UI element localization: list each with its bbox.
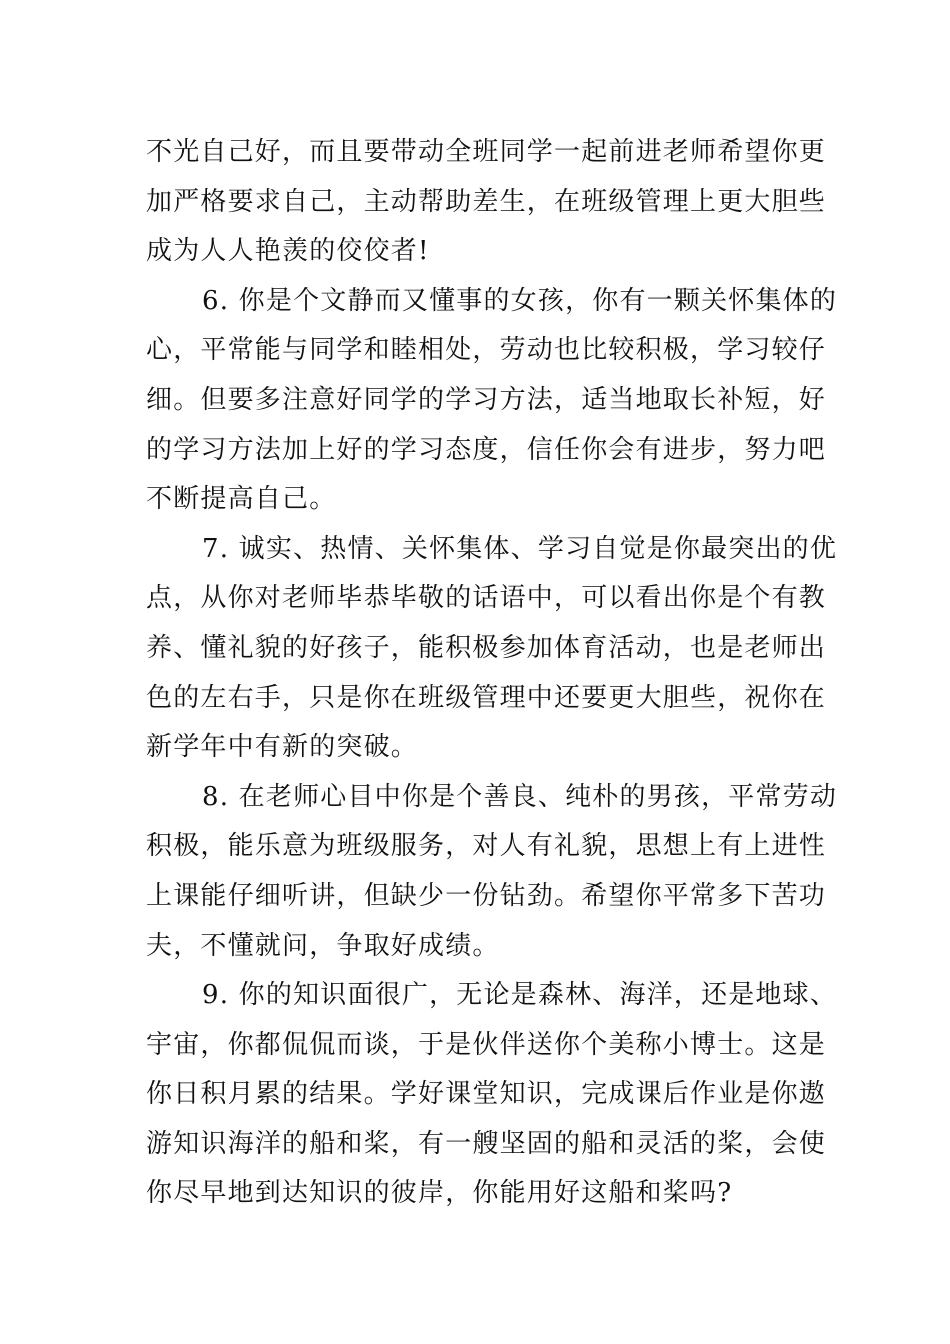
text-line: 养、懂礼貌的好孩子，能积极参加体育活动，也是老师出: [146, 632, 827, 663]
paragraph-7-start: 7. 诚实、热情、关怀集体、学习自觉是你最突出的优: [202, 533, 838, 564]
text-line: 色的左右手，只是你在班级管理中还要更大胆些，祝你在: [146, 682, 827, 713]
text-line: 不断提高自己。: [146, 484, 337, 515]
text-line: 宇宙，你都侃侃而谈，于是伙伴送你个美称小博士。这是: [146, 1029, 827, 1060]
text-line: 积极，能乐意为班级服务，对人有礼貌，思想上有上进性: [146, 831, 827, 862]
text-line: 新学年中有新的突破。: [146, 732, 419, 763]
text-line: 点，从你对老师毕恭毕敬的话语中，可以看出你是个有教: [146, 583, 827, 614]
text-line: 上课能仔细听讲，但缺少一份钻劲。希望你平常多下苦功: [146, 880, 827, 911]
paragraph-6-start: 6. 你是个文静而又懂事的女孩，你有一颗关怀集体的: [202, 285, 838, 316]
text-line: 加严格要求自己，主动帮助差生，在班级管理上更大胆些: [146, 186, 827, 217]
text-line: 夫，不懂就问，争取好成绩。: [146, 930, 500, 961]
text-line: 细。但要多注意好同学的学习方法，适当地取长补短，好: [146, 384, 827, 415]
text-line: 你尽早地到达知识的彼岸，你能用好这船和桨吗?: [146, 1178, 733, 1209]
paragraph-9-start: 9. 你的知识面很广，无论是森林、海洋，还是地球、: [202, 980, 838, 1011]
text-line: 你日积月累的结果。学好课堂知识，完成课后作业是你遨: [146, 1079, 827, 1110]
paragraph-8-start: 8. 在老师心目中你是个善良、纯朴的男孩，平常劳动: [202, 781, 838, 812]
text-line: 不光自己好，而且要带动全班同学一起前进老师希望你更: [146, 137, 827, 167]
document-body: [146, 128, 838, 1219]
text-line: 游知识海洋的船和桨，有一艘坚固的船和灵活的桨，会使: [146, 1128, 827, 1159]
text-line: 的学习方法加上好的学习态度，信任你会有进步，努力吧: [146, 434, 827, 465]
text-line: 心，平常能与同学和睦相处，劳动也比较积极，学习较仔: [146, 335, 827, 366]
text-line: 成为人人艳羡的佼佼者!: [146, 236, 430, 267]
